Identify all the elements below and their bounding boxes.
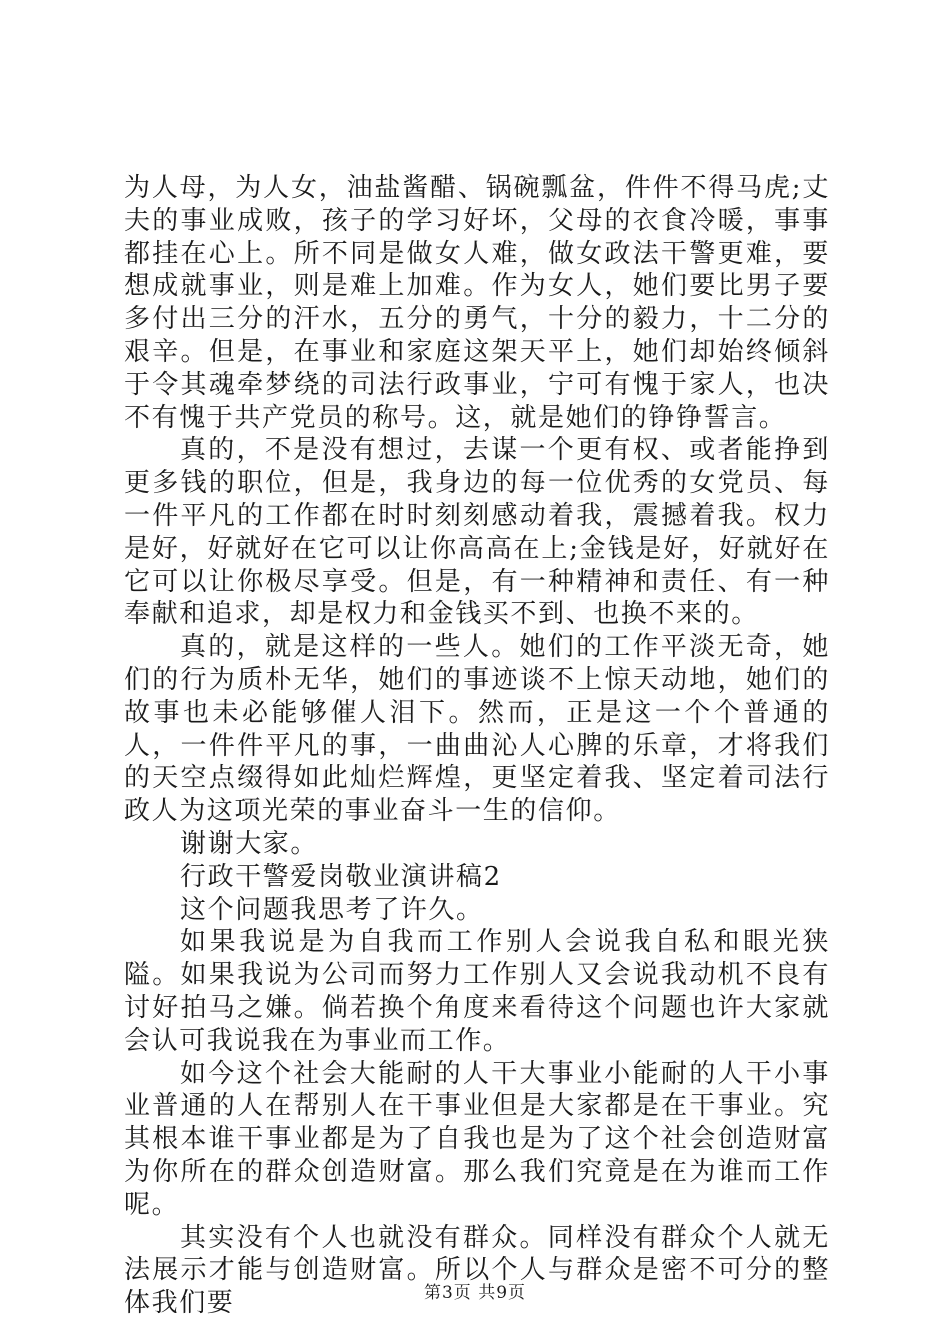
paragraph-2: 真的，不是没有想过，去谋一个更有权、或者能挣到更多钱的职位，但是，我身边的每一位优秀的女党员、每一件平凡的工作都在时时刻刻感动着我，震撼着我。权力是好，好就好在它可以让你高高在上;金钱是好，好就好在它可以让你极尽享受。但是，有一种精神和责任、有一种奉献和追求，却是权力和金钱买不到、也换不来的。 <box>124 435 830 630</box>
paragraph-1: 为人母，为人女，油盐酱醋、锅碗瓢盆，件件不得马虎;丈夫的事业成败，孩子的学习好坏，父母的衣食冷暖，事事都挂在心上。所不同是做女人难，做女政法干警更难，要想成就事业，则是难上加难。作为女人，她们要比男子要多付出三分的汗水，五分的勇气，十分的毅力，十二分的艰辛。但是，在事业和家庭这架天平上，她们却始终倾斜于令其魂牵梦绕的司法行政事业，宁可有愧于家人，也决不有愧于共产党员的称号。这，就是她们的铮铮誓言。 <box>124 173 830 433</box>
document-body <box>124 172 830 1320</box>
paragraph-6: 这个问题我思考了许久。 <box>180 894 484 925</box>
paragraph-4: 谢谢大家。 <box>180 828 319 859</box>
section-heading: 行政干警爱岗敬业演讲稿2 <box>180 861 502 892</box>
paragraph-8: 如今这个社会大能耐的人干大事业小能耐的人干小事业普通的人在帮别人在干事业但是大家都是在干事业。究其根本谁干事业都是为了自我也是为了这个社会创造财富为你所在的群众创造财富。那么我们究竟是在为谁而工作呢。 <box>124 1058 830 1220</box>
page-number-label: 第3页 共9页 <box>423 1283 527 1303</box>
paragraph-7: 如果我说是为自我而工作别人会说我自私和眼光狭隘。如果我说为公司而努力工作别人又会说我动机不良有讨好拍马之嫌。倘若换个角度来看待这个问题也许大家就会认可我说我在为事业而工作。 <box>124 927 830 1056</box>
page-footer <box>0 1278 950 1303</box>
paragraph-9: 其实没有个人也就没有群众。同样没有群众个人就无法展示才能与创造财富。所以个人与群众是密不可分的整体我们要 <box>124 1222 830 1319</box>
paragraph-3: 真的，就是这样的一些人。她们的工作平淡无奇，她们的行为质朴无华，她们的事迹谈不上惊天动地，她们的故事也未必能够催人泪下。然而，正是这一个个普通的人，一件件平凡的事，一曲曲沁人心脾的乐章，才将我们的天空点缀得如此灿烂辉煌，更坚定着我、坚定着司法行政人为这项光荣的事业奋斗一生的信仰。 <box>124 632 830 827</box>
